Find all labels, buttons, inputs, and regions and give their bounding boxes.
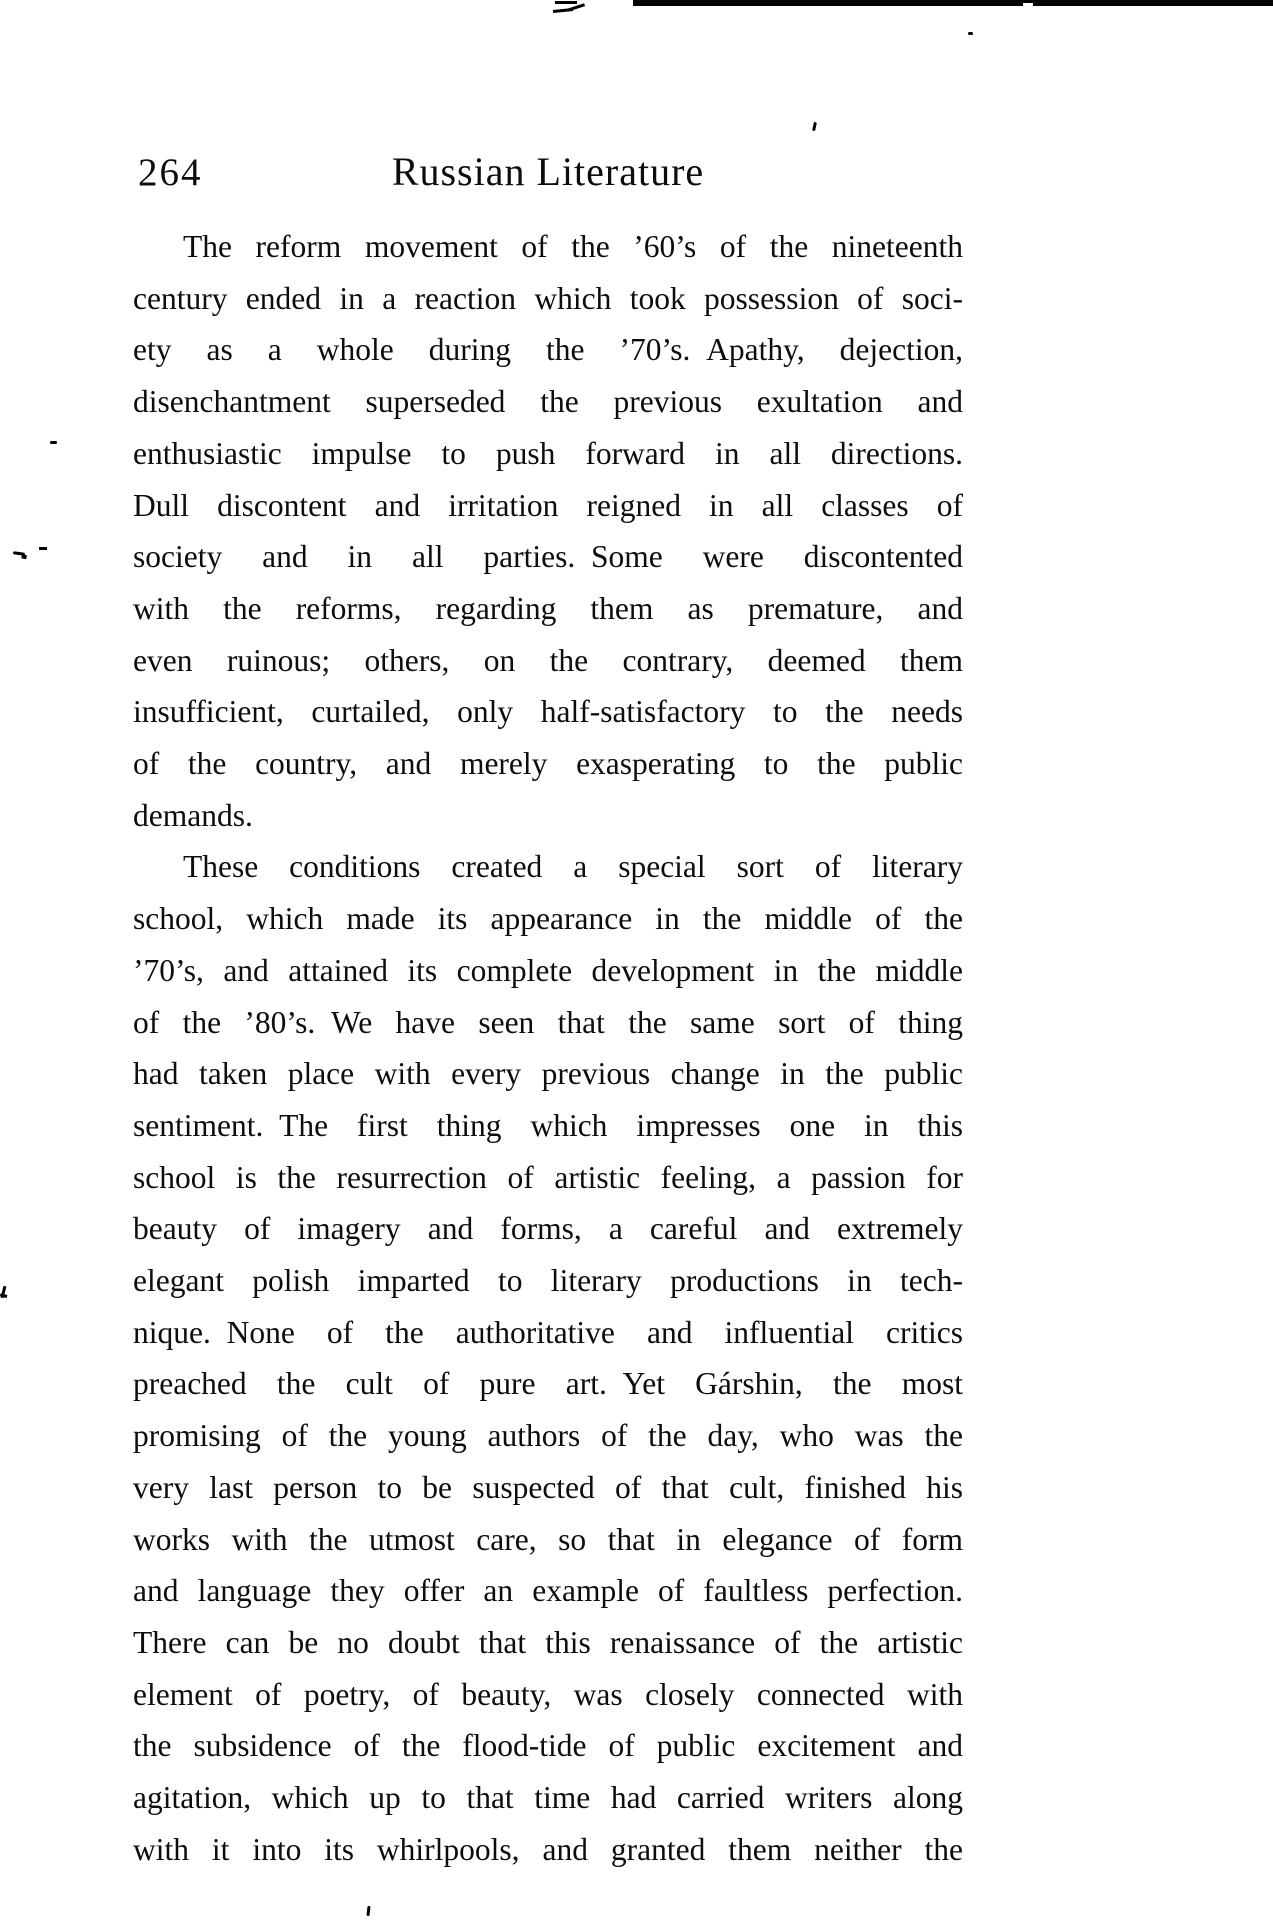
scan-edge-bar	[633, 0, 1273, 6]
scan-speck	[1, 1286, 7, 1298]
text-line: ’70’s, and attained its complete development in the middle	[133, 952, 963, 988]
text-line: agitation, which up to that time had carried writers along	[133, 1780, 963, 1816]
text-line: with it into its whirlpools, and granted them neither the	[133, 1831, 963, 1867]
text-line: insufficient, curtailed, only half-satisfactory to the needs	[133, 694, 963, 730]
scan-speck	[366, 1906, 370, 1916]
text-line: the subsidence of the flood-tide of public excitement and	[133, 1728, 963, 1764]
text-line: These conditions created a special sort of literary	[183, 849, 963, 885]
text-line: with the reforms, regarding them as premature, and	[133, 590, 963, 626]
text-line: society and in all parties. Some were discontented	[133, 539, 963, 575]
text-line: element of poetry, of beauty, was closely connected with	[133, 1676, 963, 1712]
text-line: ety as a whole during the ’70’s. Apathy, dejection,	[133, 332, 963, 368]
text-line: school is the resurrection of artistic feeling, a passion for	[133, 1159, 963, 1195]
text-line: works with the utmost care, so that in elegance of form	[133, 1521, 963, 1557]
text-line: enthusiastic impulse to push forward in all directions.	[133, 435, 963, 471]
scan-speck	[39, 547, 47, 550]
paragraph	[133, 221, 963, 841]
text-line: preached the cult of pure art. Yet Gárshin, the most	[133, 1366, 963, 1402]
text-line: promising of the young authors of the day, who was the	[133, 1418, 963, 1454]
text-line: There can be no doubt that this renaissance of the artistic	[133, 1624, 963, 1660]
text-line: The reform movement of the ’60’s of the nineteenth	[183, 229, 963, 264]
scan-speck	[812, 122, 817, 131]
text-line: century ended in a reaction which took possession of soci-	[133, 280, 963, 316]
scan-speck	[968, 32, 973, 35]
text-line: sentiment. The first thing which impresses one in this	[133, 1107, 963, 1143]
text-line: even ruinous; others, on the contrary, deemed them	[133, 642, 963, 678]
text-line: school, which made its appearance in the middle of the	[133, 901, 963, 937]
text-line: of the ’80’s. We have seen that the same sort of thing	[133, 1004, 963, 1040]
ink-squiggle-mark	[553, 1, 587, 18]
text-line: Dull discontent and irritation reigned in all classes of	[133, 487, 963, 523]
text-line: very last person to be suspected of that cult, finished his	[133, 1469, 963, 1505]
text-line: beauty of imagery and forms, a careful and extremely	[133, 1211, 963, 1247]
text-line: elegant polish imparted to literary productions in tech-	[133, 1263, 963, 1299]
text-line: and language they offer an example of faultless perfection.	[133, 1573, 963, 1609]
scan-speck	[50, 441, 57, 444]
text-line: had taken place with every previous change in the public	[133, 1056, 963, 1092]
running-title: Russian Literature	[391, 149, 705, 194]
paragraph	[133, 841, 963, 1875]
scan-speck	[13, 551, 25, 556]
text-line: nique. None of the authoritative and influential critics	[133, 1314, 963, 1350]
page-number: 264	[138, 151, 203, 194]
text-line: demands.	[133, 797, 253, 833]
text-line: of the country, and merely exasperating to the public	[133, 746, 963, 782]
text-line: disenchantment superseded the previous exultation and	[133, 384, 963, 420]
page-body	[133, 221, 963, 1876]
